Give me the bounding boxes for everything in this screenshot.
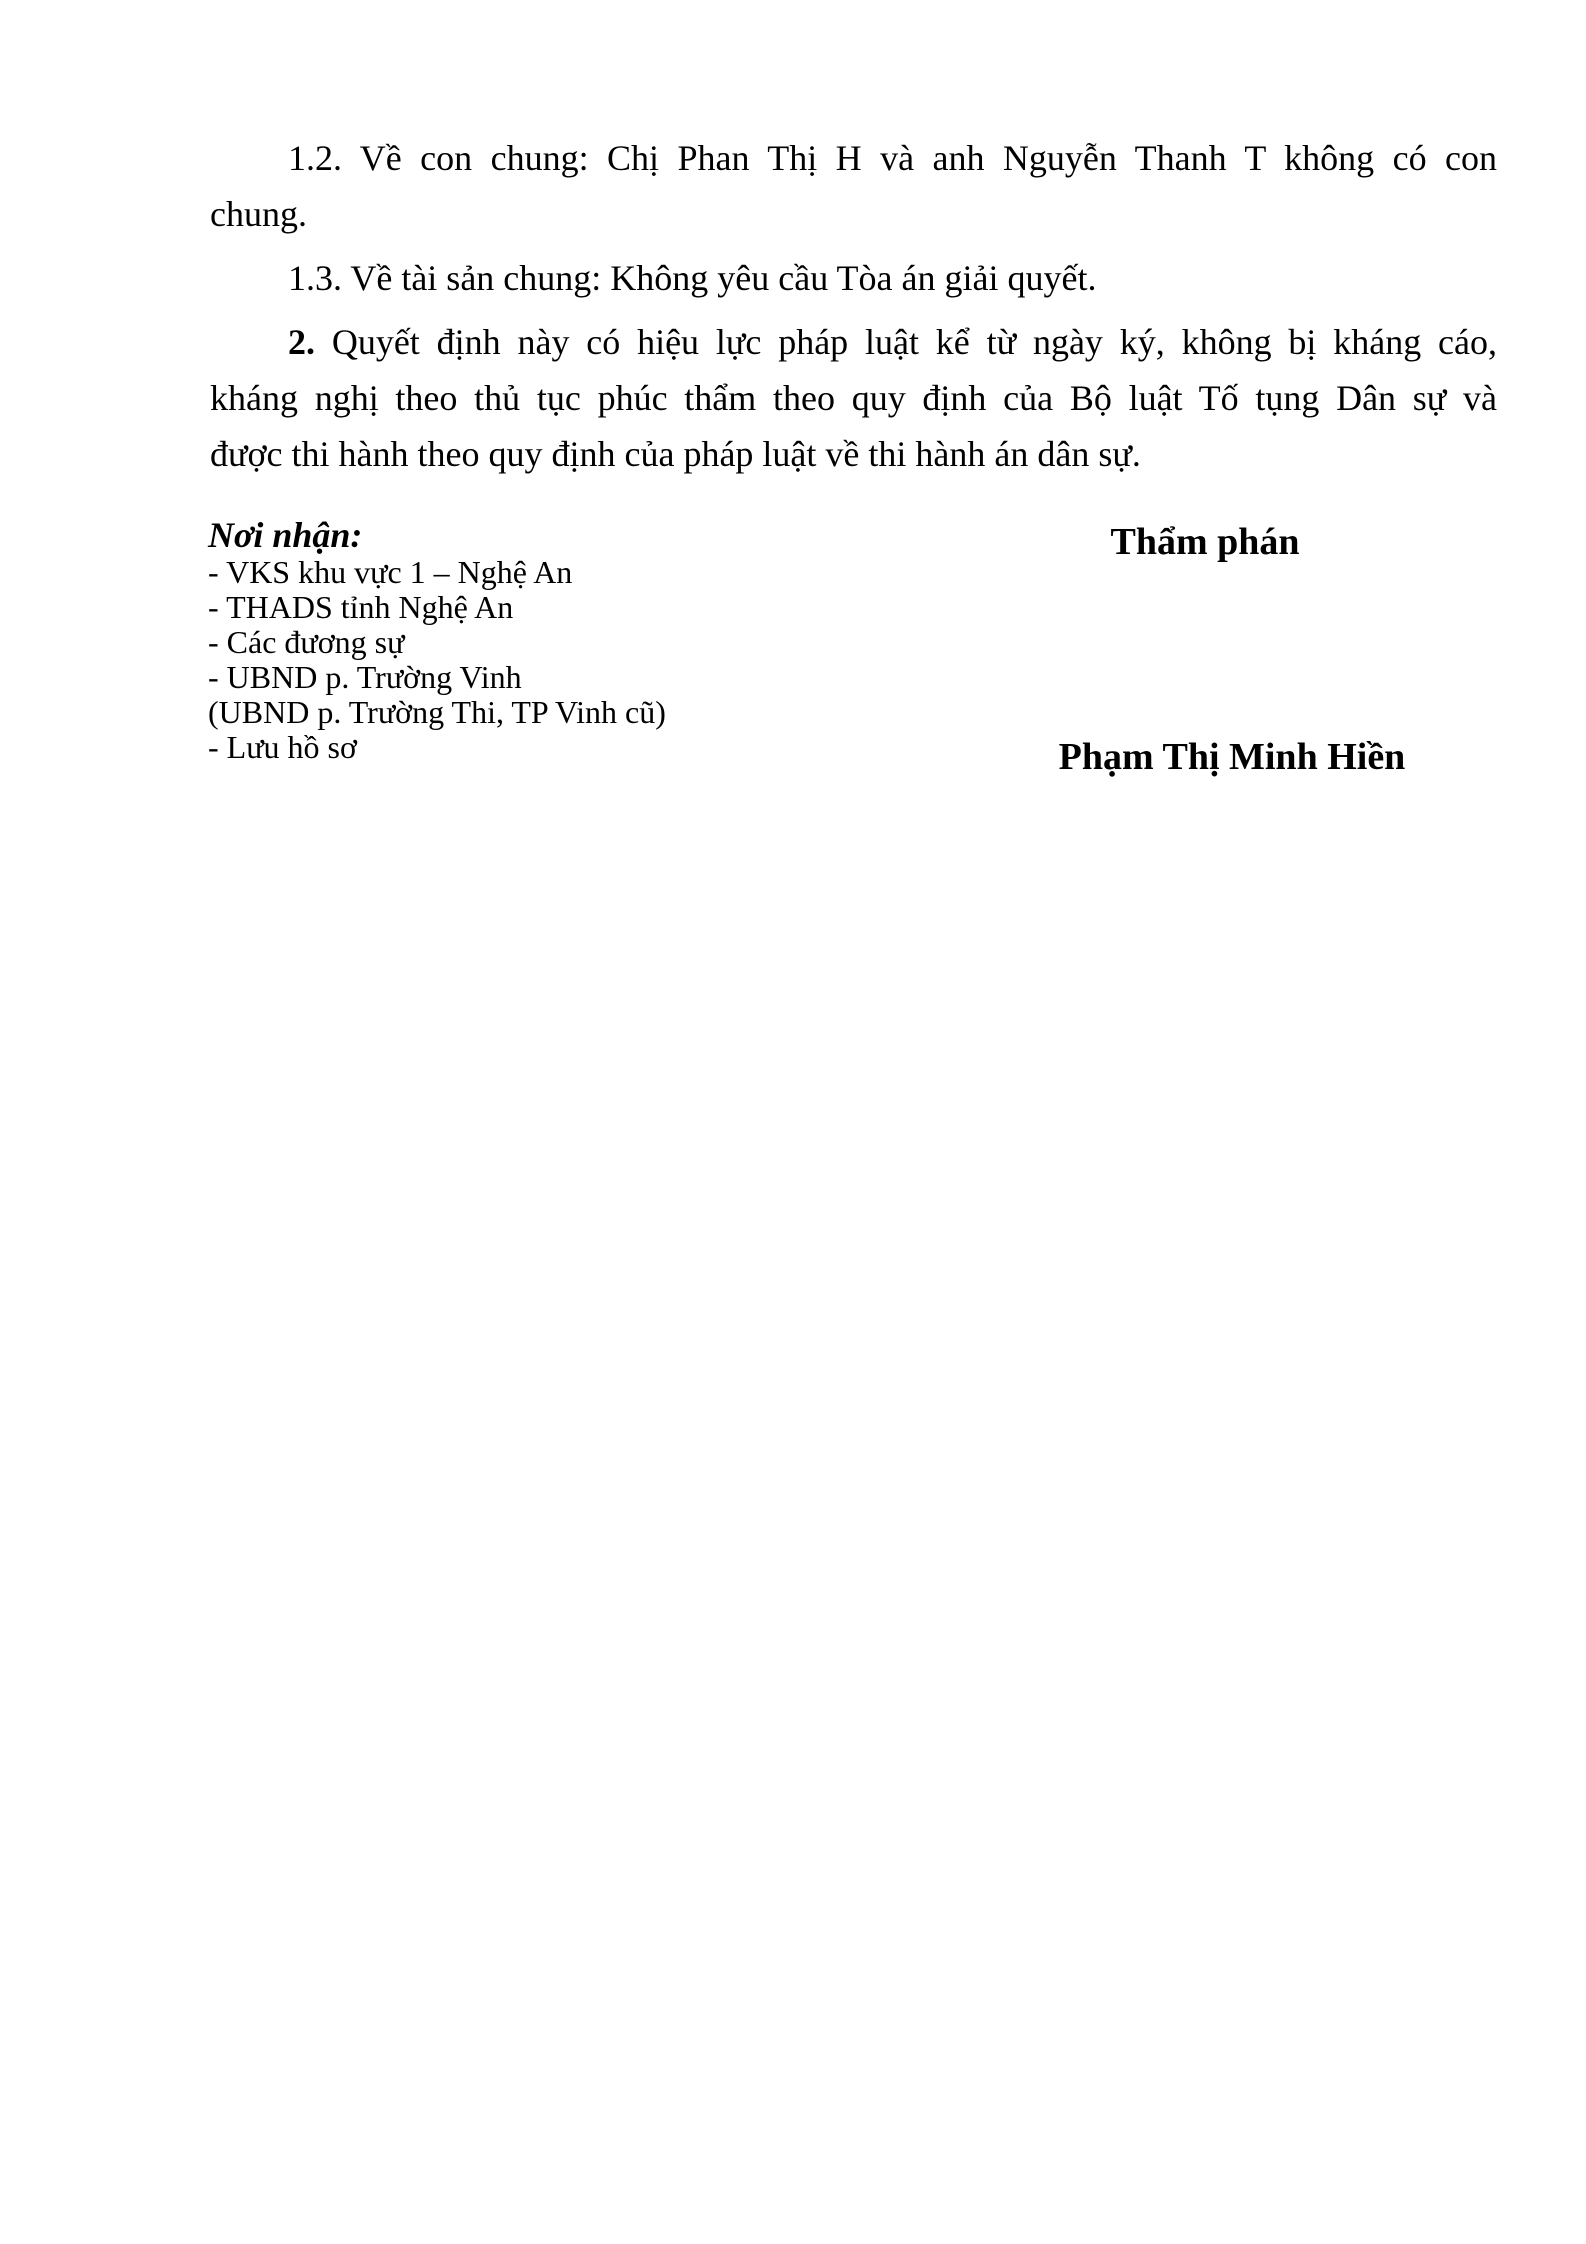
paragraph-2-line-1: [210, 314, 1497, 370]
paragraph-2-number: 2.: [288, 322, 315, 362]
paragraph-2-line-2: kháng nghị theo thủ tục phúc thẩm theo quy định của Bộ luật Tố tụng Dân sự và: [210, 378, 1497, 418]
recipient-item-ubnd-note: (UBND p. Trường Thi, TP Vinh cũ): [208, 694, 666, 730]
recipient-item-ubnd: - UBND p. Trường Vinh: [208, 659, 522, 695]
recipient-item-duong-su: - Các đương sự: [208, 624, 405, 660]
paragraph-1-2-line-1: 1.2. Về con chung: Chị Phan Thị H và anh Nguyễn Thanh T không có con: [288, 138, 1497, 178]
recipient-item-thads: - THADS tỉnh Nghệ An: [208, 589, 514, 625]
recipients-heading: Nơi nhận:: [208, 515, 363, 555]
paragraph-1-2-line-2: chung.: [210, 194, 307, 234]
recipient-item-vks: - VKS khu vực 1 – Nghệ An: [208, 554, 573, 590]
paragraph-2-line-3: được thi hành theo quy định của pháp luật về thi hành án dân sự.: [210, 434, 1141, 474]
recipients-block: [208, 515, 908, 765]
judge-name: Phạm Thị Minh Hiền: [1058, 736, 1406, 778]
decision-body: [210, 130, 1497, 482]
paragraph-1-3: [210, 250, 1497, 306]
judge-title: Thẩm phán: [1110, 521, 1300, 563]
paragraph-1-3-line-1: 1.3. Về tài sản chung: Không yêu cầu Tòa án giải quyết.: [288, 258, 1097, 298]
paragraph-1-2: [210, 130, 1497, 242]
paragraph-2: [210, 314, 1497, 482]
recipient-item-luu-ho-so: - Lưu hồ sơ: [208, 729, 357, 765]
paragraph-2-line-1-text: Quyết định này có hiệu lực pháp luật kể từ ngày ký, không bị kháng cáo,: [315, 322, 1497, 362]
